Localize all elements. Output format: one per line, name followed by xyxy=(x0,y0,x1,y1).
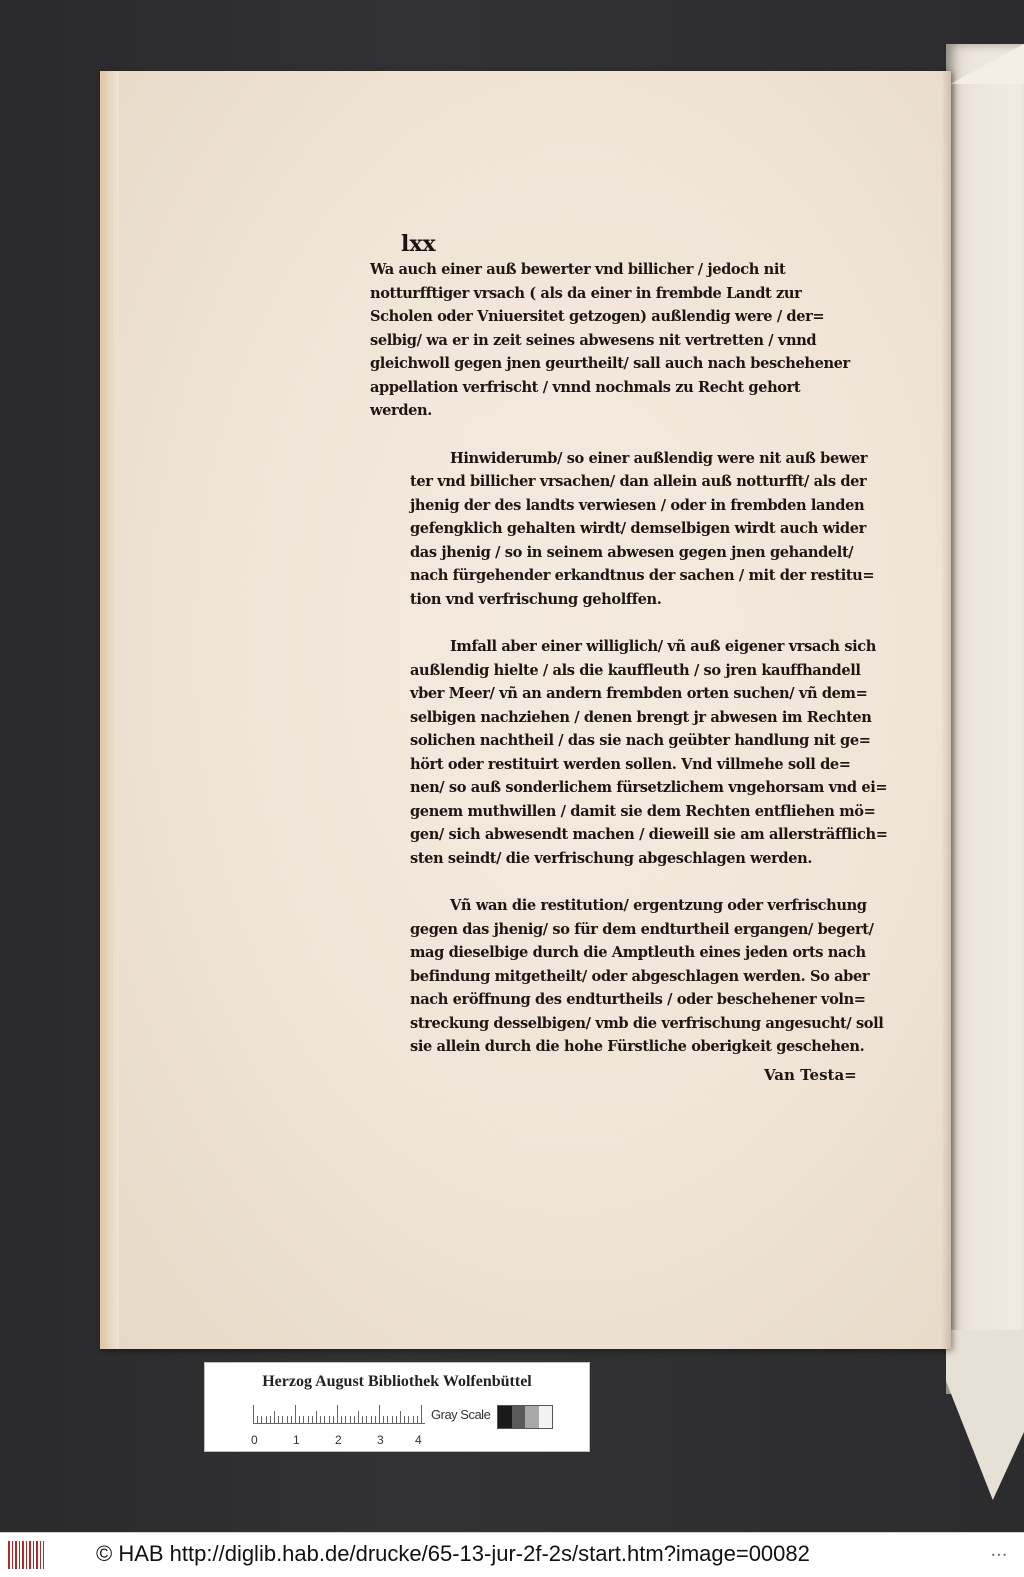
text-line: außlendig hielte / als die kauffleuth / so jren kauffhandell xyxy=(410,661,861,679)
ruler-tick xyxy=(421,1405,422,1423)
folio-number: lxx xyxy=(401,231,436,257)
ruler-tick xyxy=(320,1416,321,1423)
ruler-tick xyxy=(308,1416,309,1423)
ruler-tick xyxy=(261,1416,262,1423)
text-line: gen/ sich abwesendt machen / dieweill sie am allersträfflich= xyxy=(410,826,888,843)
ruler-tick xyxy=(345,1416,346,1423)
text-line: Hinwiderumb/ so einer außlendig were nit auß bewer xyxy=(450,449,868,467)
text-line: gleichwoll gegen jnen geurtheilt/ sall auch nach beschehener xyxy=(370,355,850,372)
ruler-tick xyxy=(333,1416,334,1423)
ruler-tick xyxy=(316,1411,317,1423)
grayscale-label: Gray Scale xyxy=(431,1407,491,1422)
text-line: jhenig der des landts verwiesen / oder in frembden landen xyxy=(410,496,865,514)
text-line: Wa auch einer auß bewerter vnd billicher / jedoch nit xyxy=(370,261,786,278)
text-line: solichen nachtheil / das sie nach geübter handlung nit ge= xyxy=(410,732,871,749)
paragraph xyxy=(370,894,884,1059)
ruler-tick xyxy=(408,1416,409,1423)
ruler-tick xyxy=(404,1416,405,1423)
text-line: das jhenig / so in seinem abwesen gegen jnen gehandelt/ xyxy=(410,543,854,561)
ruler-tick xyxy=(287,1416,288,1423)
ruler-tick xyxy=(379,1405,380,1423)
ruler-tick xyxy=(274,1411,275,1423)
credit-bar xyxy=(0,1532,1024,1577)
ruler-tick xyxy=(329,1416,330,1423)
text-line: Scholen oder Vniuersitet getzogen) außlendig were / der= xyxy=(370,308,825,325)
text-line: befindung mitgetheilt/ oder abgeschlagen werden. So aber xyxy=(410,967,870,985)
grayscale-swatch xyxy=(498,1406,512,1428)
library-name: Herzog August Bibliothek Wolfenbüttel xyxy=(262,1373,532,1390)
text-line: vber Meer/ vñ an andern frembden orten suchen/ vñ dem= xyxy=(410,685,868,702)
ruler-number: 4 xyxy=(415,1433,422,1447)
scale-ruler xyxy=(253,1403,425,1424)
text-line: gefengklich gehalten wirdt/ demselbigen wirdt auch wider xyxy=(410,520,866,537)
text-line: mag dieselbige durch die Amptleuth eines jeden orts nach xyxy=(410,944,866,961)
text-line: selbigen nachziehen / denen brengt jr abwesen im Rechten xyxy=(410,708,872,726)
ruler-tick xyxy=(312,1416,313,1423)
paragraph xyxy=(370,258,872,423)
text-line: gegen das jhenig/ so für dem endturtheil ergangen/ begert/ xyxy=(410,920,874,938)
text-line: streckung desselbigen/ vmb die verfrischung angesucht/ soll xyxy=(410,1014,884,1032)
ruler-tick xyxy=(396,1416,397,1423)
ruler-tick xyxy=(291,1416,292,1423)
ruler-tick xyxy=(362,1416,363,1423)
ruler-tick xyxy=(278,1416,279,1423)
text-line: Vñ wan die restitution/ ergentzung oder verfrischung xyxy=(450,897,867,914)
ruler-tick xyxy=(400,1411,401,1423)
ruler-tick xyxy=(282,1416,283,1423)
text-line: notturfftiger vrsach ( als da einer in frembde Landt zur xyxy=(370,284,802,302)
ruler-tick xyxy=(253,1405,254,1423)
text-line: Imfall aber einer williglich/ vñ auß eigener vrsach sich xyxy=(450,638,876,655)
text-line: nach fürgehender erkandtnus der sachen / mit der restitu= xyxy=(410,567,875,584)
ruler-tick xyxy=(413,1416,414,1423)
text-line: tion vnd verfrischung geholffen. xyxy=(410,590,662,608)
text-line: werden. xyxy=(370,402,432,419)
ruler-number: 1 xyxy=(293,1433,300,1447)
ruler-tick xyxy=(383,1416,384,1423)
catchword: Van Testa= xyxy=(764,1066,857,1084)
text-line: nach eröffnung des endturtheils / oder beschehener voln= xyxy=(410,991,866,1008)
text-line: selbig/ wa er in zeit seines abwesens nit vertretten / vnnd xyxy=(370,331,817,349)
ruler-tick xyxy=(366,1416,367,1423)
ruler-tick xyxy=(358,1411,359,1423)
paragraph xyxy=(370,635,888,870)
ruler-tick xyxy=(354,1416,355,1423)
ruler-tick xyxy=(337,1405,338,1423)
ruler-tick xyxy=(341,1416,342,1423)
ruler-number: 3 xyxy=(377,1433,384,1447)
ruler-tick xyxy=(270,1416,271,1423)
more-dots-icon[interactable]: ••• xyxy=(990,1551,1008,1560)
ruler-tick xyxy=(371,1416,372,1423)
hab-logo-icon xyxy=(8,1541,44,1569)
ruler-tick xyxy=(257,1416,258,1423)
ruler-tick xyxy=(417,1416,418,1423)
grayscale-swatches xyxy=(497,1405,553,1429)
text-line: genem muthwillen / damit sie dem Rechten entfliehen mö= xyxy=(410,802,876,820)
credit-url-text[interactable]: © HAB http://diglib.hab.de/drucke/65-13-jur-2f-2s/start.htm?image=00082 xyxy=(96,1541,810,1566)
ruler-tick xyxy=(387,1416,388,1423)
grayscale-swatch xyxy=(539,1406,553,1428)
ruler-tick xyxy=(266,1416,267,1423)
text-line: sten seindt/ die verfrischung abgeschlagen werden. xyxy=(410,849,813,867)
ruler-tick xyxy=(295,1405,296,1423)
grayscale-swatch xyxy=(512,1406,526,1428)
ruler-tick xyxy=(324,1416,325,1423)
ruler-number: 0 xyxy=(251,1433,258,1447)
text-line: ter vnd billicher vrsachen/ dan allein auß notturfft/ als der xyxy=(410,473,867,490)
ruler-tick xyxy=(392,1416,393,1423)
ruler-tick xyxy=(299,1416,300,1423)
ruler-number: 2 xyxy=(335,1433,342,1447)
paragraph xyxy=(370,447,875,612)
ruler-tick xyxy=(350,1416,351,1423)
text-line: nen/ so auß sonderlichem fürsetzlichem vngehorsam vnd ei= xyxy=(410,779,888,796)
ruler-tick xyxy=(303,1416,304,1423)
text-line: sie allein durch die hohe Fürstliche oberigkeit geschehen. xyxy=(410,1038,865,1055)
page-text xyxy=(370,258,888,1083)
library-label xyxy=(204,1362,590,1452)
text-line: hört oder restituirt werden sollen. Vnd villmehe soll de= xyxy=(410,755,851,773)
ruler-tick xyxy=(375,1416,376,1423)
grayscale-swatch xyxy=(525,1406,539,1428)
text-line: appellation verfrischt / vnnd nochmals zu Recht gehort xyxy=(370,378,801,396)
facing-page xyxy=(946,44,1024,1394)
